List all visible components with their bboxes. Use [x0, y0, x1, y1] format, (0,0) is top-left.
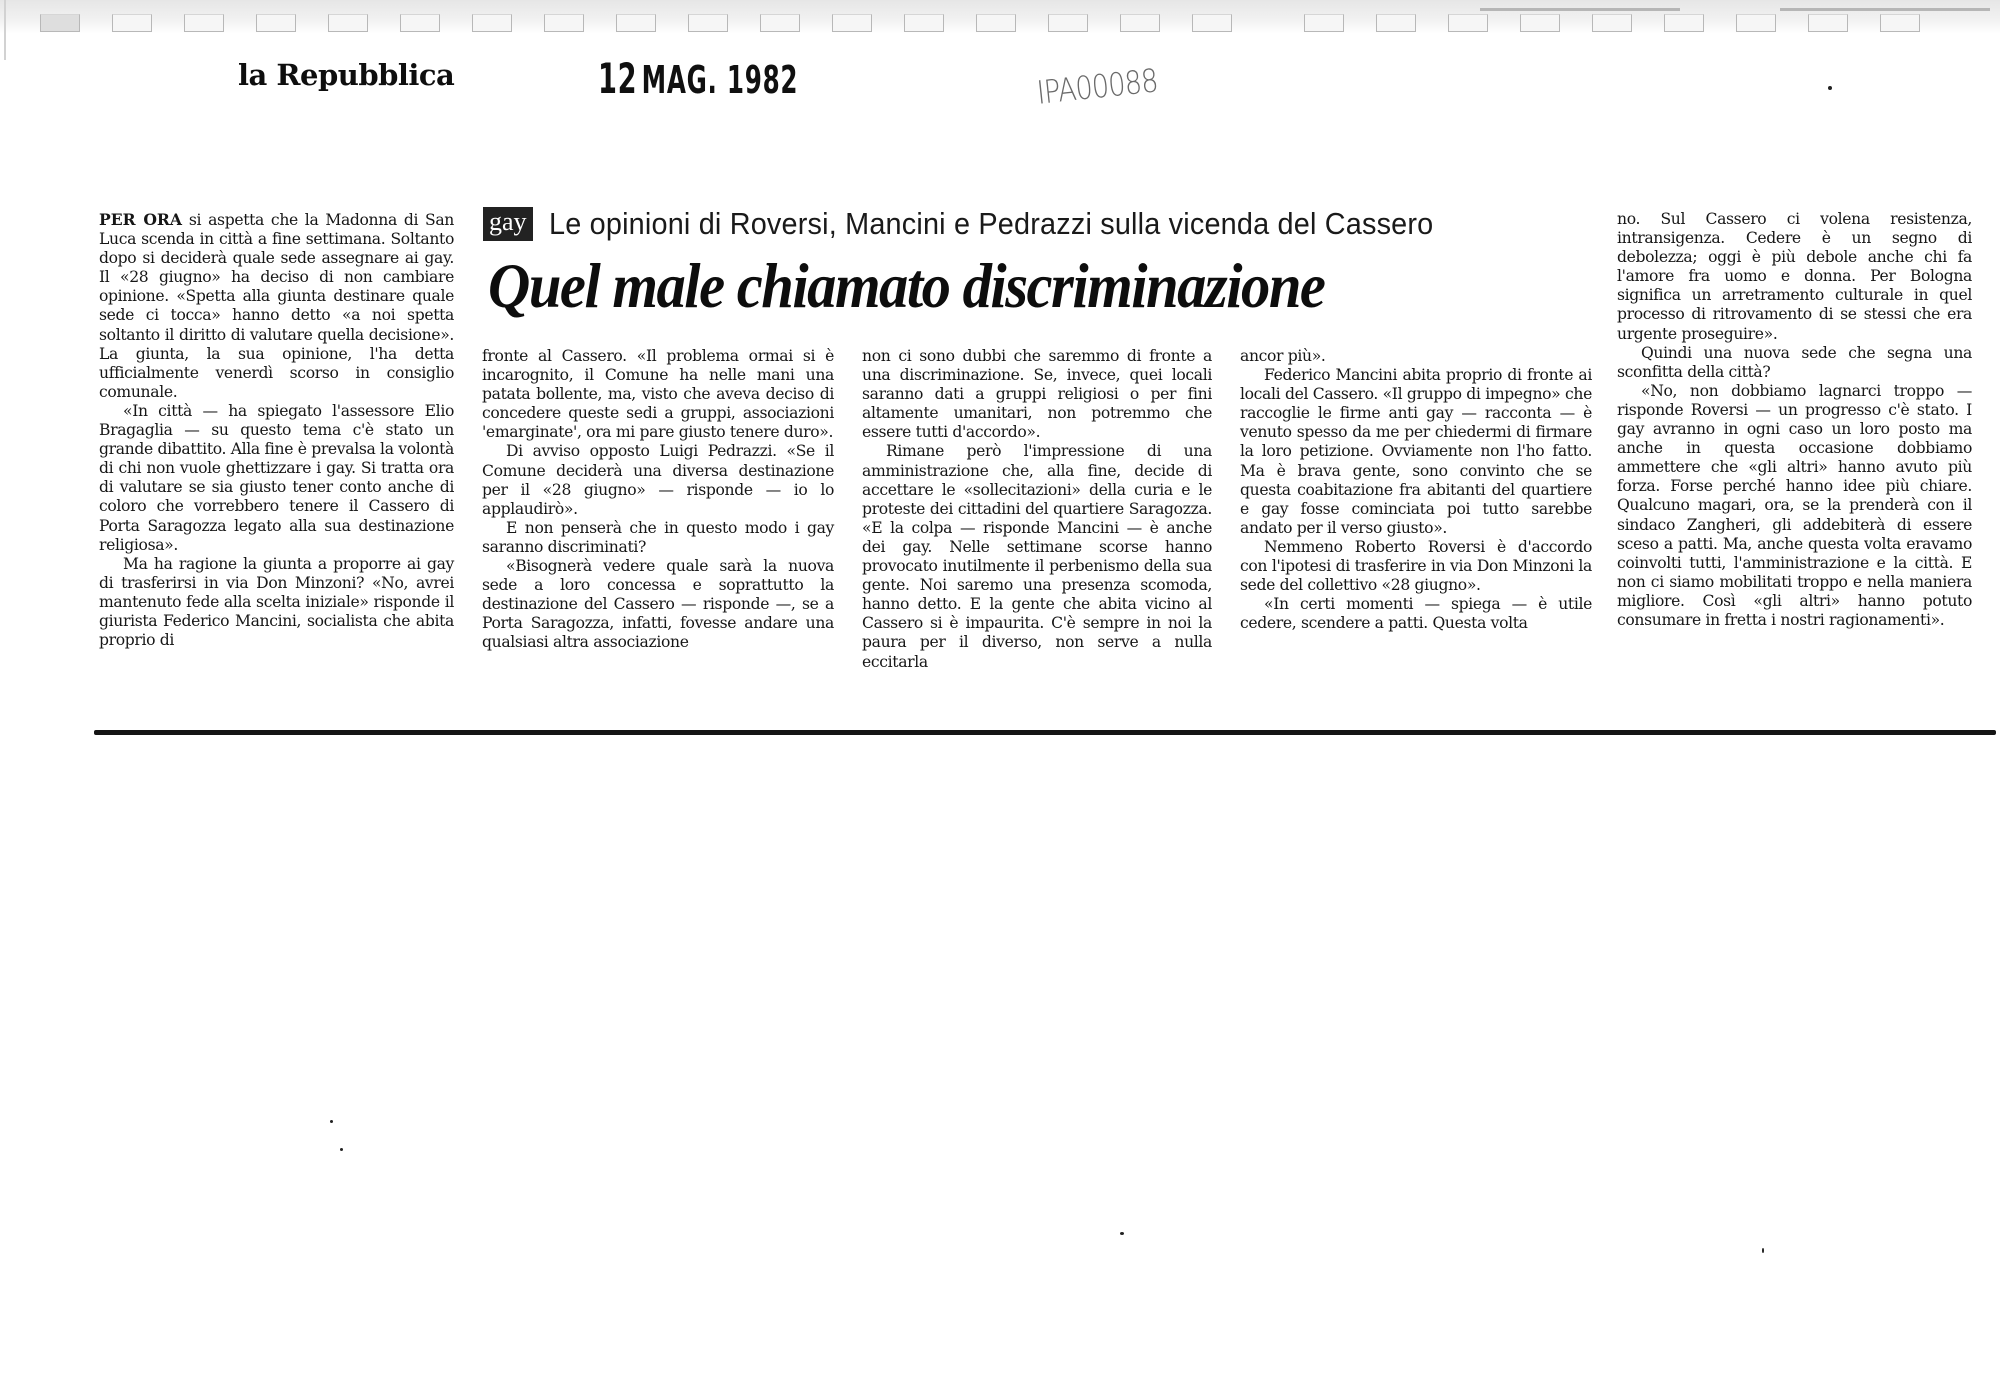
binder-tab	[544, 14, 584, 32]
binder-tab	[760, 14, 800, 32]
binder-tab	[832, 14, 872, 32]
binder-tab-strip	[0, 0, 2000, 34]
scan-speck	[1828, 86, 1832, 90]
article-column-1	[99, 210, 454, 650]
binder-tab	[1448, 14, 1488, 32]
article-column-2	[482, 347, 834, 653]
binder-tab	[1304, 14, 1344, 32]
paragraph: Nemmeno Roberto Roversi è d'accordo con l'ipotesi di trasferire in via Don Minzoni la sede del collettivo «28 giugno».	[1240, 537, 1592, 595]
binder-tab	[904, 14, 944, 32]
paragraph: non ci sono dubbi che saremmo di fronte a una discriminazione. Se, invece, quei locali saranno dati a gruppi religiosi o per fini altamente umanitari, non potremmo che essere tutti d'accordo».	[862, 347, 1212, 442]
article-column-3	[862, 347, 1212, 672]
binder-tab	[688, 14, 728, 32]
scan-speck	[1120, 1232, 1124, 1235]
binder-tab	[112, 14, 152, 32]
scan-noise	[1480, 8, 1680, 11]
date-stamp	[598, 54, 798, 103]
paragraph: «In città — ha spiegato l'assessore Elio Bragaglia — su questo tema c'è stato un grande dibattito. Alla fine è prevalsa la volontà di chi non vuole ghettizzare i gay. Si tratta ora di valutare se sia giusto tener conto anche di coloro che vorrebbero tenere il Cassero di Porta Saragozza legato alla sua destinazione religiosa».	[99, 401, 454, 554]
binder-tab	[1192, 14, 1232, 32]
paragraph: ancor più».	[1240, 347, 1326, 365]
article-column-5	[1617, 210, 1972, 630]
binder-tab	[976, 14, 1016, 32]
paragraph: «In certi momenti — spiega — è utile cedere, scendere a patti. Questa volta	[1240, 595, 1592, 633]
lead-in: PER ORA	[99, 210, 182, 229]
binder-tab	[400, 14, 440, 32]
binder-tab	[472, 14, 512, 32]
paragraph: Quindi una nuova sede che segna una sconfitta della città?	[1617, 343, 1972, 381]
section-tag: gay	[483, 207, 533, 241]
paragraph: Federico Mancini abita proprio di fronte ai locali del Cassero. «Il gruppo di impegno» che raccoglie le firme anti gay — racconta — è venuto spesso da me per chiedermi di firmare la loro petizione. Ovviamente non l'ho fatto. Ma è brava gente, sono convinto che se questa coabitazione fra abitanti del quartiere e gay fosse cominciata poi tutto sarebbe andato per il verso giusto».	[1240, 366, 1592, 537]
article-column-4	[1240, 347, 1592, 633]
binder-tab	[1664, 14, 1704, 32]
newspaper-masthead: la Repubblica	[238, 58, 455, 92]
paragraph: no. Sul Cassero ci volena resistenza, intransigenza. Cedere è un segno di debolezza; oggi è più debole anche chi fa l'amore fra uomo e donna. Per Bologna significa un arretramento culturale in quel processo di ritrovamento di se stessi che era urgente proseguire».	[1617, 210, 1972, 343]
binder-tab	[1376, 14, 1416, 32]
article-bottom-rule	[94, 730, 1996, 735]
handwritten-archive-code: IPA00088	[1035, 61, 1160, 112]
binder-tab	[1048, 14, 1088, 32]
binder-tab	[1520, 14, 1560, 32]
paragraph: «No, non dobbiamo lagnarci troppo — risponde Roversi — un progresso c'è stato. I gay avranno in ogni caso un loro posto ma anche in questa occasione dobbiamo ammettere che «gli altri» hanno avuto più forza. Forse perché hanno idee più chiare. Qualcuno magari, ora, se la prenderà con il sindaco Zangheri, gli addebiterà di essere sceso a patti. Ma, anche questa volta eravamo coinvolti tutti, l'amministrazione e la città. E non ci siamo mobilitati troppo e nella maniera migliore. Così «gli altri» hanno potuto consumare in fretta i nostri ragionamenti».	[1617, 381, 1972, 629]
page-edge	[4, 0, 6, 60]
paragraph	[99, 210, 454, 402]
paragraph: Rimane però l'impressione di una amministrazione che, alla fine, decide di accettare le «sollecitazioni» della curia e le proteste dei cittadini del quartiere Saragozza. «E la colpa — risponde Mancini — è anche dei gay. Nelle settimane scorse hanno provocato inutilmente il perbenismo della sua gente. Noi saremo una presenza scomoda, hanno detto. E la gente che abita vicino al Cassero si è impaurita. C'è sempre in noi la paura per il diverso, non serve a nulla eccitarla	[862, 442, 1212, 671]
binder-tab	[1592, 14, 1632, 32]
binder-tab	[256, 14, 296, 32]
paragraph: E non penserà che in questo modo i gay saranno discriminati?	[482, 518, 834, 556]
paragraph: Ma ha ragione la giunta a proporre ai gay di trasferirsi in via Don Minzoni? «No, avrei mantenuto fede alla scelta iniziale» risponde il giurista Federico Mancini, socialista che abita proprio di	[99, 554, 454, 650]
paragraph-text: si aspetta che la Madonna di San Luca scenda in città a fine settimana. Soltanto dopo si deciderà quale sede assegnare ai gay. Il «28 giugno» ha deciso di non cambiare opinione. «Spetta alla giunta destinare quale sede ci tocca» hanno detto «a noi spetta soltanto il diritto di valutare quella decisione». La giunta, la sua opinione, l'ha detta ufficialmente venerdì scorso in consiglio comunale.	[99, 211, 454, 401]
date-day: 12	[598, 54, 638, 103]
binder-tab	[616, 14, 656, 32]
binder-tab	[40, 14, 80, 32]
paragraph: fronte al Cassero. «Il problema ormai si è incarognito, il Comune ha nelle mani una patata bollente, ma, visto che aveva deciso di concedere queste sedi a gruppi, associazioni 'emarginate', ora mi pare giusto tenere duro».	[482, 347, 834, 442]
article-kicker: Le opinioni di Roversi, Mancini e Pedrazzi sulla vicenda del Cassero	[548, 206, 1433, 241]
article-headline: Quel male chiamato discriminazione	[488, 251, 1325, 321]
article-kicker-row	[483, 206, 1500, 242]
binder-tab	[1880, 14, 1920, 32]
paragraph: Di avviso opposto Luigi Pedrazzi. «Se il Comune deciderà una diversa destinazione per il «28 giugno» — risponde — io lo applaudirò».	[482, 442, 834, 518]
date-month-year: MAG. 1982	[641, 58, 799, 102]
scan-noise	[1780, 8, 1990, 11]
binder-tab	[1808, 14, 1848, 32]
binder-tab	[328, 14, 368, 32]
scan-speck	[1762, 1248, 1764, 1253]
binder-tab	[184, 14, 224, 32]
binder-tab	[1120, 14, 1160, 32]
scan-speck	[340, 1148, 343, 1151]
scan-speck	[330, 1120, 333, 1123]
binder-tab	[1736, 14, 1776, 32]
paragraph: «Bisognerà vedere quale sarà la nuova sede a loro concessa e soprattutto la destinazione del Cassero — risponde —, se a Porta Saragozza, infatti, fovesse andare una qualsiasi altra associazione	[482, 557, 834, 652]
